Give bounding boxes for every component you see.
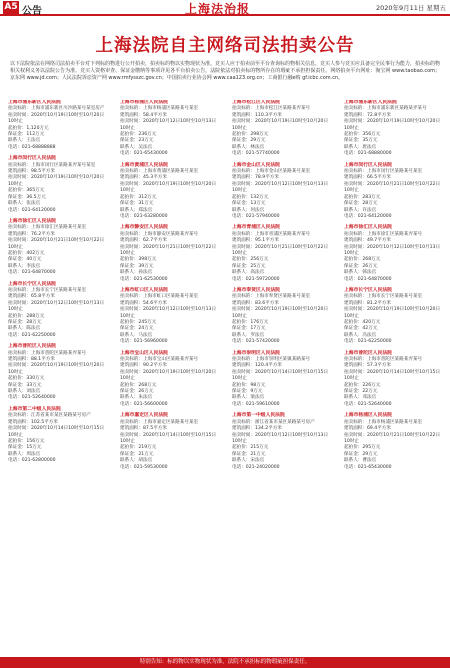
column-3 xyxy=(232,100,332,650)
auction-lot xyxy=(8,407,108,465)
lot-detail-line: 保证金：24万元 xyxy=(120,326,154,332)
auction-lot xyxy=(232,225,332,283)
auction-lot xyxy=(344,351,444,409)
auction-lot xyxy=(232,351,332,409)
lot-detail-line: 电话：021-62800000 xyxy=(8,458,56,464)
lot-detail-line: 建筑面积：78.9平方米 xyxy=(232,175,279,181)
lot-detail-line: 建筑面积：72.8平方米 xyxy=(344,112,391,118)
lot-detail-line: 联系人：刘法官 xyxy=(8,389,41,395)
lot-detail-line: 建筑面积：76.2平方米 xyxy=(8,231,55,237)
lot-detail-line: 电话：021-64870000 xyxy=(8,270,56,276)
lot-detail-line: 电话：021-56600000 xyxy=(120,401,168,407)
lot-detail-line: 起拍价：365万元 xyxy=(8,188,45,194)
lot-detail-line: 拍卖时间：2020年10月19日10时至10月20日10时止 xyxy=(8,363,105,375)
auction-lot xyxy=(120,351,220,409)
lot-detail-line: 建筑面积：87.5平方米 xyxy=(120,426,167,432)
lot-detail-line: 拍卖时间：2020年10月19日10时至10月20日10时止 xyxy=(120,181,217,194)
lot-detail-line: 建筑面积：81.2平方米 xyxy=(344,300,391,306)
lot-detail-line: 起拍价：176万元 xyxy=(232,320,269,325)
lot-detail-line: 起拍价：356万元 xyxy=(344,132,381,138)
auction-lot xyxy=(232,100,332,158)
lot-detail-line: 电话：021-65430000 xyxy=(120,151,168,157)
auction-lot xyxy=(344,413,444,471)
lot-detail-line: 联系人：高法官 xyxy=(232,270,265,276)
lot-detail-line: 起拍价：398万元 xyxy=(120,257,157,263)
lot-detail-line: 拍卖时间：2020年10月21日10时至10月22日10时止 xyxy=(232,244,329,256)
lot-detail-line: 起拍价：330万元 xyxy=(8,376,45,382)
lot-detail-line: 拍卖时间：2020年10月12日10时至10月13日10时止 xyxy=(344,244,441,256)
lot-detail-line: 拍卖标的：上海市宝山区某路某弄某号 xyxy=(120,357,199,363)
lot-court-name: 上海市松江区人民法院 xyxy=(232,100,280,105)
lot-court-name: 上海市浦东新区人民法院 xyxy=(8,100,61,105)
lot-detail-line: 建筑面积：120.4平方米 xyxy=(232,363,282,369)
lot-detail-line: 联系人：许法官 xyxy=(344,207,377,213)
lot-court-name: 上海市宝山区人民法院 xyxy=(120,350,168,356)
lot-detail-line: 联系人：李法官 xyxy=(8,263,41,269)
lot-detail-line: 保证金：42万元 xyxy=(344,326,378,332)
column-2 xyxy=(120,100,220,650)
lot-court-name: 上海市闵行区人民法院 xyxy=(8,156,56,162)
column-4 xyxy=(344,100,444,650)
lot-detail-line: 建筑面积：62.7平方米 xyxy=(120,238,167,244)
lot-detail-line: 拍卖标的：上海市金山区某路某号某室 xyxy=(232,169,311,175)
lot-detail-line: 拍卖标的：上海市浦东新区某路某弄某号 xyxy=(344,106,427,112)
lot-detail-line: 联系人：唐法官 xyxy=(344,144,377,150)
lot-court-name: 上海市浦东新区人民法院 xyxy=(344,100,397,105)
lot-detail-line: 保证金：36.5万元 xyxy=(8,194,46,200)
lot-detail-line: 建筑面积：83.6平方米 xyxy=(232,300,279,306)
lot-detail-line: 联系人：何法官 xyxy=(232,207,265,213)
lot-detail-line: 起拍价：312万元 xyxy=(120,194,157,200)
lot-detail-line: 保证金：35万元 xyxy=(344,138,378,144)
lot-court-name: 上海市长宁区人民法院 xyxy=(344,287,392,293)
auction-lot xyxy=(344,163,444,221)
lot-detail-line: 建筑面积：90.2平方米 xyxy=(120,363,167,369)
lot-detail-line: 拍卖时间：2020年10月12日10时至10月13日10时止 xyxy=(232,181,329,194)
lot-detail-line: 电话：021-57740000 xyxy=(232,151,280,157)
lot-court-name: 上海市第一中级人民法院 xyxy=(232,413,285,419)
lot-detail-line: 起拍价：288万元 xyxy=(8,313,45,319)
lot-detail-line: 拍卖时间：2020年10月14日10时至10月15日10时止 xyxy=(8,426,105,438)
lot-detail-line: 拍卖时间：2020年10月14日10时至10月15日10时止 xyxy=(344,369,441,382)
lot-detail-line: 保证金：23万元 xyxy=(120,138,154,144)
lot-detail-line: 建筑面积：49.7平方米 xyxy=(344,238,391,244)
issue-date: 2020年9月11日 星期五 xyxy=(375,4,446,12)
lot-detail-line: 保证金：15万元 xyxy=(8,445,42,451)
lot-court-name: 上海市徐汇区人民法院 xyxy=(8,218,56,224)
lot-detail-line: 拍卖时间：2020年10月14日10时至10月15日10时止 xyxy=(120,432,217,444)
lot-detail-line: 拍卖标的：上海市浦东新区川沙路某号某室房产 xyxy=(8,106,105,112)
lot-detail-line: 起拍价：283万元 xyxy=(344,194,381,200)
lot-detail-line: 起拍价：268万元 xyxy=(120,382,157,388)
auction-lot xyxy=(232,288,332,346)
lot-detail-line: 保证金：22万元 xyxy=(344,389,378,395)
lot-detail-line: 建筑面积：45.3平方米 xyxy=(120,175,167,181)
lot-detail-line: 保证金：21万元 xyxy=(120,451,154,457)
lot-detail-line: 拍卖标的：上海市长宁区某路某号某室 xyxy=(344,294,423,300)
lot-detail-line: 电话：021-64120000 xyxy=(8,207,56,213)
lot-detail-line: 拍卖标的：上海市虹口区某路某号某室 xyxy=(120,294,199,300)
lot-detail-line: 保证金：9万元 xyxy=(232,389,263,395)
lot-detail-line: 保证金：112万元 xyxy=(8,132,45,138)
lot-detail-line: 联系人：林法官 xyxy=(232,144,265,150)
lot-detail-line: 起拍价：295万元 xyxy=(344,445,381,451)
auction-lot xyxy=(120,163,220,221)
lot-detail-line: 建筑面积：54.6平方米 xyxy=(120,300,167,306)
lot-detail-line: 联系人：罗法官 xyxy=(232,332,265,338)
lot-detail-line: 建筑面积：69.4平方米 xyxy=(344,426,391,432)
auction-columns xyxy=(8,100,444,650)
lot-court-name: 上海市第二中级人民法院 xyxy=(8,406,61,412)
auction-lot xyxy=(344,100,444,158)
lot-detail-line: 保证金：40万元 xyxy=(8,257,42,263)
lot-detail-line: 电话：021-68880000 xyxy=(344,151,392,157)
intro-paragraph: 以下法院依法在网络司法拍卖平台对下列标的物进行公开拍卖，拍卖标的物以实物现状为准。竞买人应于拍卖前至平台查询标的物相关信息，竞买人参与竞买应具备完全民事行为能力，拍卖标的物相关权利义务以法院公告为准。竞买人资格审查、保证金缴纳等事项详见各平台拍卖公告，法院依法对拍卖标的物所存在的瑕疵不承担担保责任。网络拍卖平台网址：淘宝网 www.taobao.com；京东网 www.jd.com；人民法院诉讼资产网 www.rmfysszc.gov.cn；中国拍卖行业协会网 www.caa123.org.cn；工商银行融e购 gf.icbc.com.cn。 xyxy=(10,61,441,81)
lot-detail-line: 联系人：王法官 xyxy=(8,138,41,144)
lot-detail-line: 保证金：33万元 xyxy=(8,382,42,388)
lot-detail-line: 拍卖标的：上海市奉贤区某路某号某室 xyxy=(232,294,311,300)
lot-detail-line: 拍卖时间：2020年10月21日10时至10月22日10时止 xyxy=(8,238,105,250)
lot-detail-line: 电话：021-56960000 xyxy=(120,339,168,345)
page-title: 上海法院自主网络司法拍卖公告 xyxy=(95,36,355,56)
lot-detail-line: 拍卖时间：2020年10月21日10时至10月22日10时止 xyxy=(344,181,441,194)
lot-court-name: 上海市金山区人民法院 xyxy=(232,162,280,168)
lot-detail-line: 拍卖时间：2020年10月12日10时至10月13日10时止 xyxy=(8,300,105,313)
lot-detail-line: 联系人：陈法官 xyxy=(8,326,41,332)
lot-detail-line: 联系人：韩法官 xyxy=(344,270,377,276)
column-1 xyxy=(8,100,108,650)
lot-detail-line: 电话：021-68888888 xyxy=(8,144,56,150)
auction-lot xyxy=(120,100,220,158)
lot-detail-line: 拍卖时间：2020年10月19日10时至10月20日10时止 xyxy=(8,112,105,125)
lot-detail-line: 拍卖时间：2020年10月19日10时至10月20日10时止 xyxy=(344,307,441,319)
lot-detail-line: 保证金：29万元 xyxy=(344,451,378,457)
lot-detail-line: 拍卖时间：2020年10月19日10时至10月20日10时止 xyxy=(232,119,329,131)
lot-detail-line: 联系人：吴法官 xyxy=(120,144,153,150)
lot-detail-line: 拍卖时间：2020年10月21日10时至10月22日10时止 xyxy=(344,432,441,444)
lot-detail-line: 联系人：邓法官 xyxy=(344,395,377,401)
lot-detail-line: 保证金：39万元 xyxy=(120,263,154,269)
auction-lot xyxy=(8,219,108,277)
lot-detail-line: 保证金：28万元 xyxy=(8,320,42,325)
lot-detail-line: 拍卖标的：上海市长宁区某路某号某室 xyxy=(8,287,87,293)
lot-detail-line: 保证金：26万元 xyxy=(120,389,154,395)
lot-court-name: 上海市闵行区人民法院 xyxy=(344,162,392,168)
lot-detail-line: 拍卖时间：2020年10月14日10时至10月15日10时止 xyxy=(232,369,329,382)
footer-notice: 特别告知：标的物以实物现状为准，法院不承担标的物瑕疵担保责任。 xyxy=(0,657,450,668)
auction-lot xyxy=(120,413,220,471)
lot-detail-line: 拍卖标的：上海市嘉定区某路某号某室 xyxy=(120,419,199,425)
lot-detail-line: 建筑面积：98.5平方米 xyxy=(8,169,55,175)
lot-detail-line: 起拍价：420万元 xyxy=(344,320,381,325)
lot-detail-line: 建筑面积：65.8平方米 xyxy=(8,294,55,300)
auction-lot xyxy=(232,413,332,471)
lot-court-name: 上海市徐汇区人民法院 xyxy=(344,225,392,231)
lot-detail-line: 拍卖时间：2020年10月19日10时至10月20日10时止 xyxy=(120,369,217,382)
auction-lot xyxy=(8,344,108,402)
lot-detail-line: 拍卖标的：上海市杨浦区某路某号某室 xyxy=(120,106,199,112)
lot-detail-line: 拍卖时间：2020年10月19日10时至10月20日10时止 xyxy=(8,175,105,187)
lot-detail-line: 起拍价：226万元 xyxy=(344,382,381,388)
lot-detail-line: 拍卖标的：浙江省某市某区某路某号房产 xyxy=(232,419,315,425)
lot-court-name: 上海市虹口区人民法院 xyxy=(120,287,168,293)
lot-detail-line: 电话：021-52640000 xyxy=(344,401,392,407)
lot-detail-line: 联系人：郑法官 xyxy=(120,207,153,213)
lot-detail-line: 拍卖标的：上海市普陀区某路某弄某号 xyxy=(344,357,423,363)
lot-court-name: 上海市普陀区人民法院 xyxy=(8,344,56,350)
lot-detail-line: 建筑面积：88.1平方米 xyxy=(8,357,55,363)
lot-detail-line: 电话：021-57940000 xyxy=(232,213,280,219)
auction-lot xyxy=(8,282,108,340)
lot-court-name: 上海市青浦区人民法院 xyxy=(232,225,280,231)
lot-detail-line: 起拍价：236万元 xyxy=(120,132,157,138)
lot-detail-line: 拍卖标的：上海市崇明区某镇某路某号 xyxy=(232,357,311,363)
lot-detail-line: 建筑面积：95.1平方米 xyxy=(232,238,279,244)
lot-detail-line: 拍卖时间：2020年10月12日10时至10月13日10时止 xyxy=(120,119,217,131)
lot-court-name: 上海市嘉定区人民法院 xyxy=(120,413,168,419)
lot-detail-line: 拍卖标的：上海市徐汇区某路某号某室 xyxy=(8,225,87,231)
lot-detail-line: 建筑面积：58.4平方米 xyxy=(120,112,167,118)
lot-detail-line: 联系人：朱法官 xyxy=(120,395,153,401)
lot-detail-line: 电话：021-62250000 xyxy=(344,339,392,345)
lot-detail-line: 电话：021-52640000 xyxy=(8,395,56,401)
lot-detail-line: 建筑面积：110.3平方米 xyxy=(232,112,282,118)
lot-detail-line: 联系人：梁法官 xyxy=(232,395,265,401)
lot-court-name: 上海市杨浦区人民法院 xyxy=(344,413,392,419)
lot-detail-line: 拍卖标的：上海市闵行区某路某号某室 xyxy=(344,169,423,175)
lot-detail-line: 联系人：周法官 xyxy=(8,451,41,457)
auction-lot xyxy=(120,288,220,346)
lot-detail-line: 起拍价：256万元 xyxy=(232,257,269,263)
lot-detail-line: 拍卖标的：上海市静安区某路某弄某号 xyxy=(120,231,199,237)
lot-detail-line: 电话：021-65430000 xyxy=(344,464,392,470)
lot-detail-line: 电话：021-59720000 xyxy=(232,276,280,282)
lot-detail-line: 保证金：26万元 xyxy=(344,263,378,269)
lot-detail-line: 电话：021-64120000 xyxy=(344,213,392,219)
auction-lot xyxy=(344,225,444,283)
lot-detail-line: 拍卖标的：上海市黄浦区某路某号某室 xyxy=(120,169,199,175)
lot-detail-line: 拍卖标的：上海市青浦区某路某弄某号 xyxy=(232,231,311,237)
lot-detail-line: 电话：021-64870000 xyxy=(344,276,392,282)
lot-court-name: 上海市静安区人民法院 xyxy=(120,225,168,231)
lot-detail-line: 拍卖标的：上海市闵行区某路某弄某号某室 xyxy=(8,162,96,168)
lot-detail-line: 联系人：孙法官 xyxy=(120,270,153,276)
lot-detail-line: 起拍价：219万元 xyxy=(120,445,157,451)
auction-lot xyxy=(344,288,444,346)
lot-detail-line: 保证金：21万元 xyxy=(232,451,266,457)
lot-detail-line: 联系人：曹法官 xyxy=(344,458,377,464)
lot-court-name: 上海市奉贤区人民法院 xyxy=(232,287,280,293)
lot-detail-line: 电话：021-24020000 xyxy=(232,464,280,470)
lot-detail-line: 起拍价：402万元 xyxy=(8,250,45,256)
section-label: 公告 xyxy=(22,6,42,17)
lot-detail-line: 起拍价：1,120万元 xyxy=(8,125,49,131)
lot-detail-line: 拍卖时间：2020年10月19日10时至10月20日10时止 xyxy=(344,119,441,131)
lot-detail-line: 建筑面积：102.5平方米 xyxy=(8,419,58,425)
lot-detail-line: 拍卖标的：上海市徐汇区某路某弄某号 xyxy=(344,231,423,237)
lot-court-name: 上海市普陀区人民法院 xyxy=(344,350,392,356)
lot-detail-line: 保证金：28万元 xyxy=(344,201,378,207)
lot-detail-line: 保证金：25万元 xyxy=(232,263,266,269)
lot-detail-line: 拍卖标的：上海市杨浦区某路某号某室 xyxy=(344,419,423,425)
lot-detail-line: 联系人：马法官 xyxy=(120,332,153,338)
lot-detail-line: 保证金：17万元 xyxy=(232,326,266,332)
lot-detail-line: 拍卖时间：2020年10月19日10时至10月20日10时止 xyxy=(232,307,329,319)
page-code-badge: A5 xyxy=(4,2,18,12)
lot-detail-line: 建筑面积：57.3平方米 xyxy=(344,363,391,369)
lot-detail-line: 起拍价：298万元 xyxy=(232,132,269,138)
lot-detail-line: 电话：021-59530000 xyxy=(120,464,168,470)
lot-detail-line: 建筑面积：66.5平方米 xyxy=(344,175,391,181)
lot-detail-line: 起拍价：268万元 xyxy=(344,257,381,263)
lot-detail-line: 保证金：31万元 xyxy=(120,201,154,207)
lot-court-name: 上海市黄浦区人民法院 xyxy=(120,162,168,168)
lot-detail-line: 电话：021-59610000 xyxy=(232,401,280,407)
lot-detail-line: 起拍价：245万元 xyxy=(120,320,157,325)
auction-lot xyxy=(8,156,108,214)
lot-detail-line: 联系人：张法官 xyxy=(8,201,41,207)
lot-detail-line: 拍卖时间：2020年10月12日10时至10月13日10时止 xyxy=(120,307,217,319)
lot-detail-line: 保证金：29万元 xyxy=(232,138,266,144)
lot-detail-line: 拍卖时间：2020年10月12日10时至10月13日10时止 xyxy=(232,432,329,444)
auction-lot xyxy=(8,100,108,151)
lot-detail-line: 起拍价：132万元 xyxy=(232,194,269,200)
auction-lot xyxy=(120,225,220,283)
lot-detail-line: 联系人：胡法官 xyxy=(120,458,153,464)
page-header xyxy=(0,0,450,16)
lot-detail-line: 联系人：冯法官 xyxy=(344,332,377,338)
lot-detail-line: 电话：021-62530000 xyxy=(120,276,168,282)
lot-detail-line: 起拍价：98万元 xyxy=(232,382,266,388)
lot-detail-line: 电话：021-63280000 xyxy=(120,213,168,219)
lot-detail-line: 拍卖标的：上海市普陀区某路某弄某号 xyxy=(8,350,87,356)
lot-detail-line: 建筑面积：134.2平方米 xyxy=(232,426,282,432)
masthead-logo: 上海法治报 xyxy=(185,2,251,16)
lot-detail-line: 联系人：宋法官 xyxy=(232,458,265,464)
lot-detail-line: 电话：021-57420000 xyxy=(232,339,280,345)
lot-court-name: 上海市长宁区人民法院 xyxy=(8,281,56,287)
lot-detail-line: 起拍价：215万元 xyxy=(232,445,269,451)
lot-detail-line: 拍卖标的：江苏省某市某区某路某号房产 xyxy=(8,413,91,419)
lot-detail-line: 起拍价：156万元 xyxy=(8,438,45,444)
lot-detail-line: 电话：021-62250000 xyxy=(8,332,56,338)
lot-detail-line: 保证金：13万元 xyxy=(232,201,266,207)
lot-court-name: 上海市崇明区人民法院 xyxy=(232,350,280,356)
lot-detail-line: 拍卖标的：上海市松江区某路某弄某号 xyxy=(232,106,311,112)
auction-lot xyxy=(232,163,332,221)
lot-detail-line: 拍卖时间：2020年10月21日10时至10月22日10时止 xyxy=(120,244,217,256)
lot-court-name: 上海市杨浦区人民法院 xyxy=(120,100,168,105)
